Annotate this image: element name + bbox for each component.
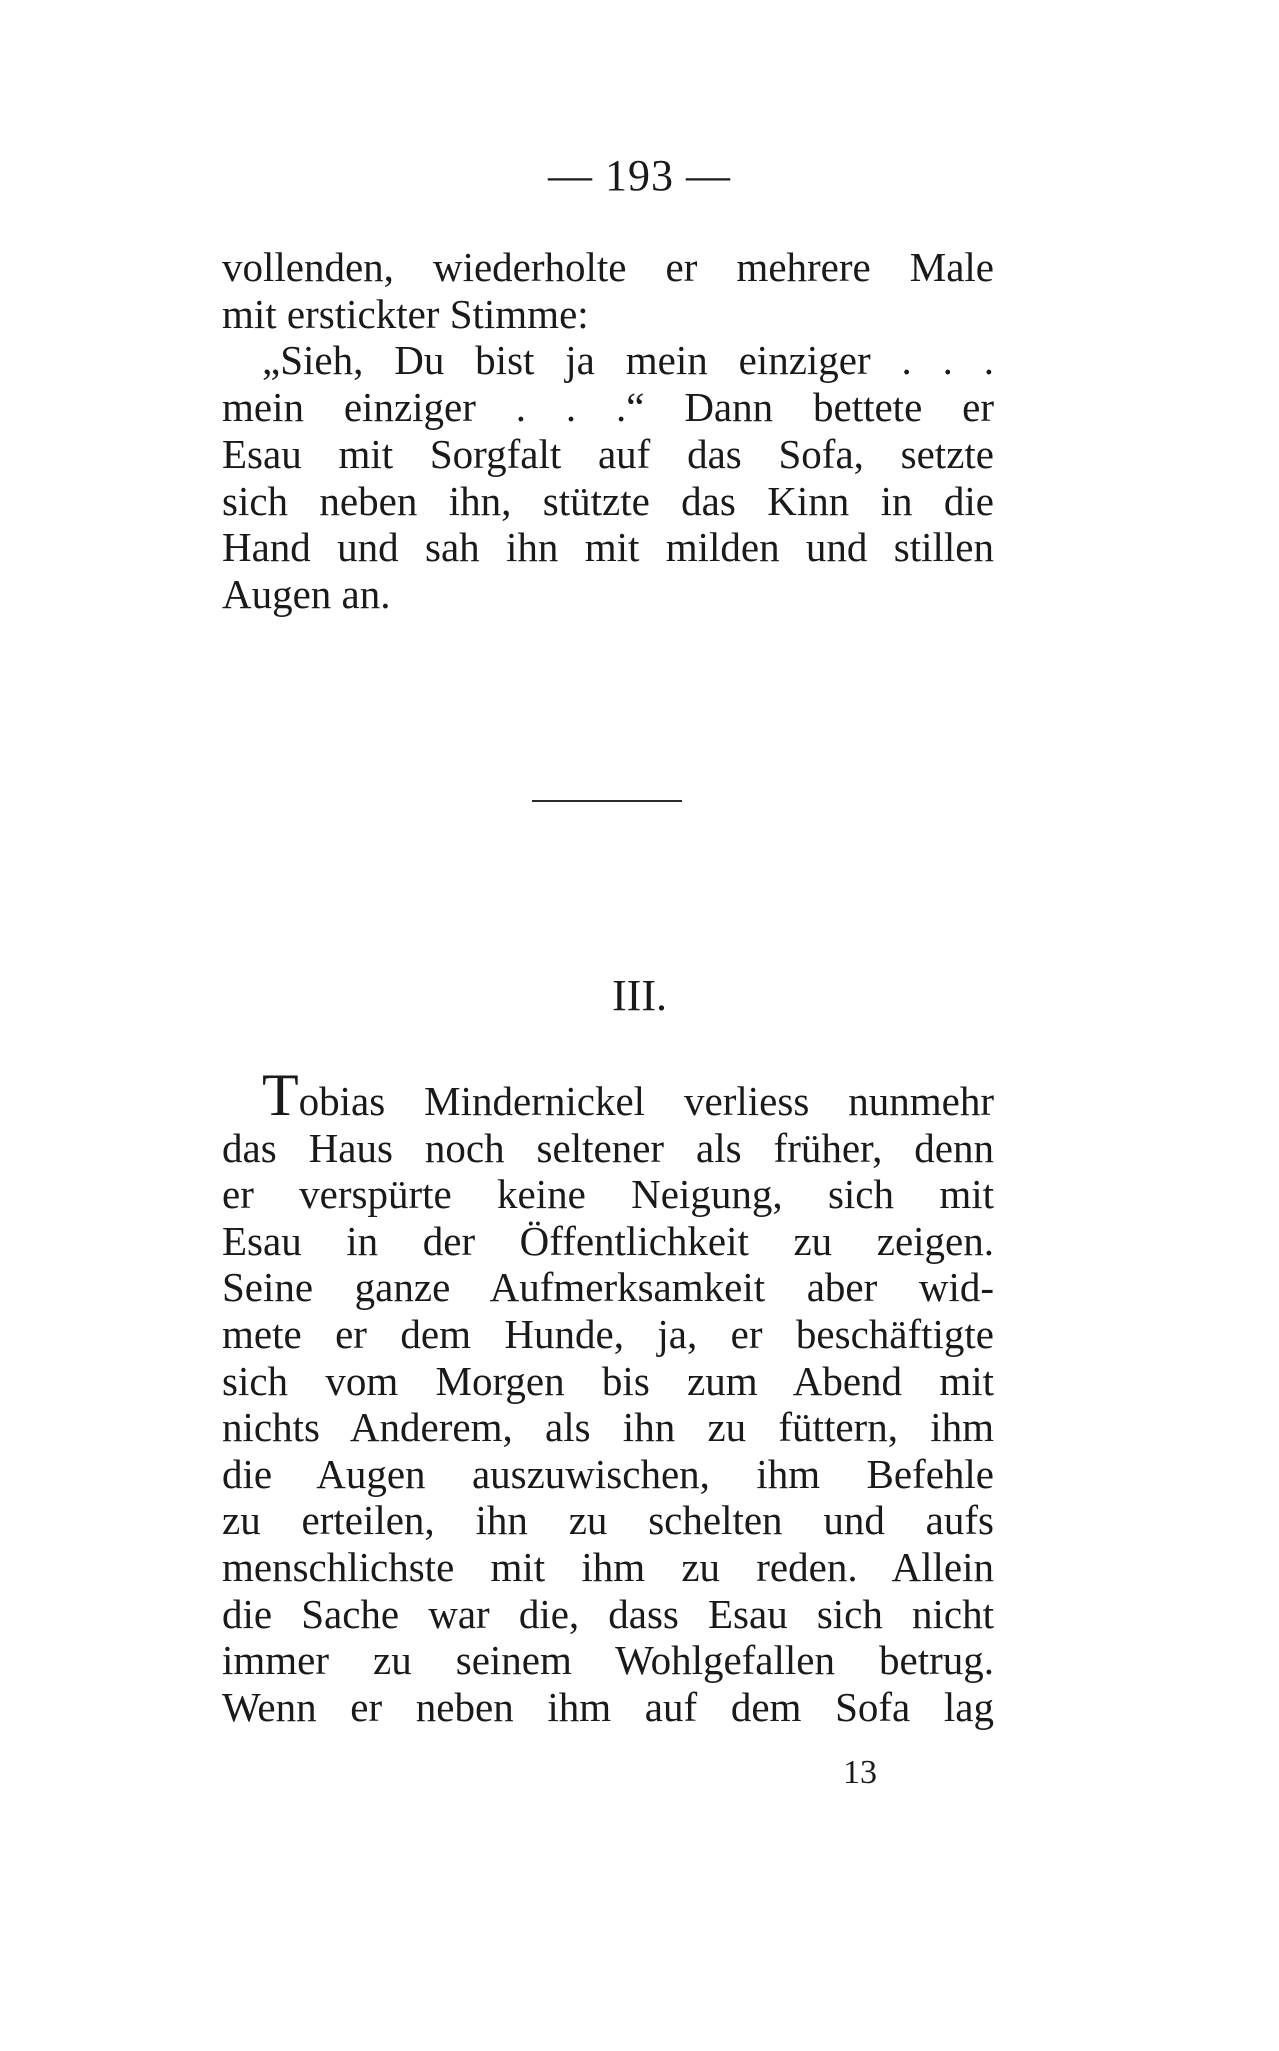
page-number: — 193 — [548, 151, 731, 200]
text-line: Seine ganze Aufmerksamkeit aber wid- [222, 1264, 994, 1311]
text-line: Wenn er neben ihm auf dem Sofa lag [222, 1683, 994, 1730]
first-line-text: obias Mindernickel verliess nunmehr [298, 1078, 994, 1124]
section-divider [532, 800, 682, 802]
text-line: „Sieh, Du bist ja mein einziger . . . [262, 337, 994, 384]
section-heading: III. [612, 971, 667, 1020]
text-line: mete er dem Hunde, ja, er beschäftigte [222, 1310, 994, 1357]
text-line: mit erstickter Stimme: [222, 290, 589, 337]
bottom-paragraph [222, 1062, 994, 1730]
signature-mark: 13 [843, 1754, 877, 1791]
text-line: das Haus noch seltener als früher, denn [222, 1124, 994, 1171]
text-line: nichts Anderem, als ihn zu füttern, ihm [222, 1404, 994, 1451]
text-line: menschlichste mit ihm zu reden. Allein [222, 1543, 994, 1590]
top-paragraph [222, 244, 994, 618]
text-line: die Augen auszuwischen, ihm Befehle [222, 1450, 994, 1497]
text-line: vollenden, wiederholte er mehrere Male [222, 244, 994, 290]
initial-letter: T [262, 1062, 299, 1128]
text-line: die Sache war die, dass Esau sich nicht [222, 1590, 994, 1637]
text-line-first [222, 1062, 994, 1128]
text-line: sich vom Morgen bis zum Abend mit [222, 1357, 994, 1404]
text-line: sich neben ihn, stützte das Kinn in die [222, 477, 994, 524]
text-line: Esau mit Sorgfalt auf das Sofa, setzte [222, 430, 994, 477]
text-line: Esau in der Öffentlichkeit zu zeigen. [222, 1217, 994, 1264]
text-line: zu erteilen, ihn zu schelten und aufs [222, 1497, 994, 1544]
text-line: Hand und sah ihn mit milden und stillen [222, 524, 994, 571]
text-line: immer zu seinem Wohlgefallen betrug. [222, 1637, 994, 1684]
text-line: mein einziger . . .“ Dann bettete er [222, 384, 994, 431]
text-line: er verspürte keine Neigung, sich mit [222, 1171, 994, 1218]
text-line: Augen an. [222, 570, 391, 617]
